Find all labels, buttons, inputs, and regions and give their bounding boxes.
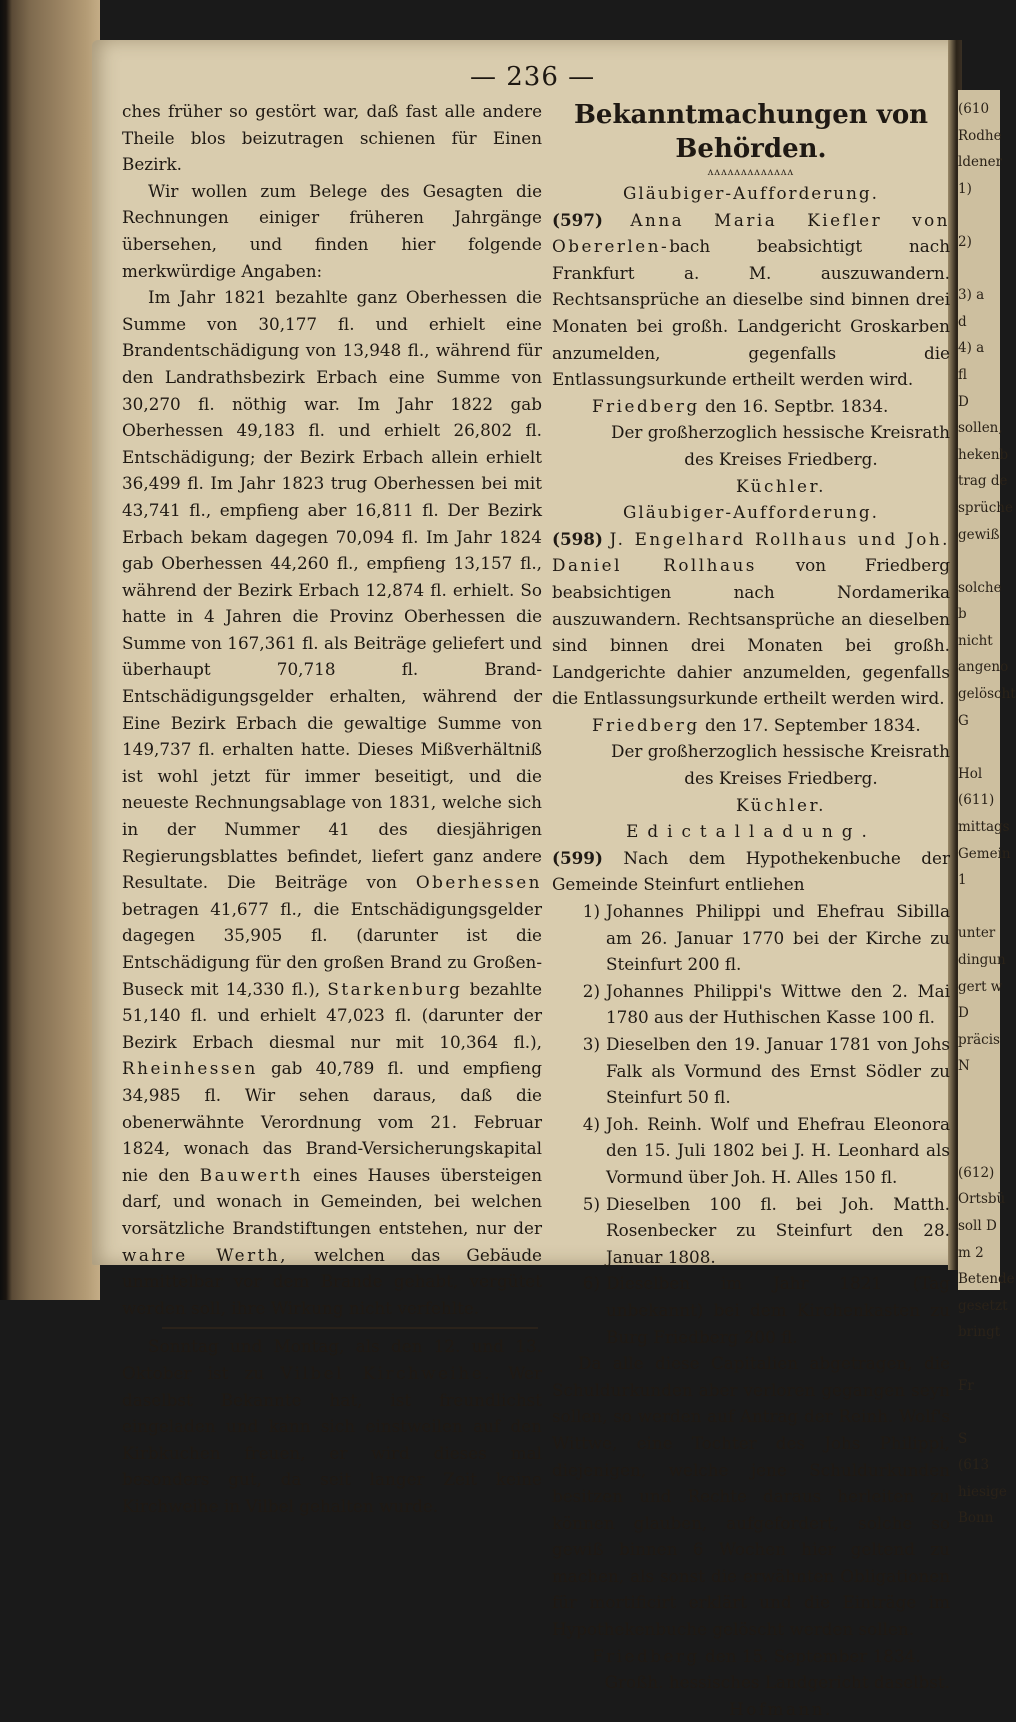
notice-599-number: (599) xyxy=(552,847,603,868)
notice-598-subhead: Gläubiger-Aufforderung. xyxy=(623,502,879,523)
facing-page-line: Fr xyxy=(958,1377,974,1394)
notice-599-place: Friedberg xyxy=(592,1645,700,1666)
statistics-text-b: betragen 41,677 fl., die Entschädigungsgelder dagegen 35,905 fl. (darunter ist die Entschädigung für den großen Brand zu Großen-Buseck mit 14,330 fl.), xyxy=(122,898,542,999)
notice-599-signer: Hofmann. xyxy=(729,1698,833,1719)
facing-page-line: (613 xyxy=(958,1457,990,1474)
spaced-wahre-werth: wahre Werth, xyxy=(122,1244,288,1265)
facing-page-line xyxy=(958,1133,1000,1160)
facing-page-line: gert w xyxy=(958,978,1003,995)
notice-597-body xyxy=(552,207,950,393)
notice-598-signature-2: des Kreises Friedberg. xyxy=(684,768,878,789)
facing-page-line xyxy=(958,256,1000,283)
facing-page-line: bringt xyxy=(958,1324,1001,1341)
kirchweihe-text-a: Sonntag und Montag, als den 12. und 13. Oktober ist zu xyxy=(122,1336,542,1383)
notice-597-signature-2: des Kreises Friedberg. xyxy=(684,448,878,469)
left-column xyxy=(122,98,542,1519)
facing-page-line: ldener xyxy=(958,154,1003,171)
facing-page-line xyxy=(958,1080,1000,1107)
facing-page-line xyxy=(958,1399,1000,1426)
spaced-oberhessen: Oberhessen xyxy=(415,872,542,893)
facing-page-line: m 2 xyxy=(958,1244,984,1261)
statistics-text-e: eines Hauses übersteigen darf, und wonach in Gemeinden, bei welchen vorsätzliche Brandstiftungen entstehen, nur der xyxy=(122,1164,543,1238)
notice-597-subhead: Gläubiger-Aufforderung. xyxy=(623,183,879,203)
notice-597-text: bach beabsichtigt nach Frankfurt a. M. auszuwandern. Rechtsansprüche an dieselbe sind binnen drei Monaten bei großh. Landgericht Groskarben anzumelden, gegenfalls die Entlassungsurkunde ertheilt werden wird. xyxy=(552,236,950,390)
notice-599-intro xyxy=(552,845,950,898)
notice-598-signer: Küchler. xyxy=(736,794,826,815)
list-item xyxy=(552,898,950,978)
facing-page-line: D xyxy=(958,1005,969,1022)
facing-page-line: mittags xyxy=(958,819,1010,836)
facing-page-line: gelöscht xyxy=(958,686,1016,703)
paragraph-continuation: ches früher so gestört war, daß fast alle andere Theile blos beizutragen schienen für Einen Bezirk. xyxy=(122,101,542,175)
facing-page-line: b xyxy=(958,606,967,623)
facing-page-line: angeno xyxy=(958,659,1009,676)
facing-page-line: fl xyxy=(958,366,968,383)
notice-598-text: von Friedberg beabsichtigen nach Nordamerika auszuwandern. Rechtsansprüche an dieselben sind binnen drei Monaten bei großh. Landgerichte dahier anzumelden, gegenfalls die Entlassungsurkunde ertheilt werden wird. xyxy=(552,555,950,709)
spaced-starkenburg: Starkenburg xyxy=(327,978,463,999)
notice-597-signer: Küchler. xyxy=(736,475,826,496)
notice-597-signature-1: Der großherzoglich hessische Kreisrath xyxy=(610,422,950,443)
notice-598-body xyxy=(552,526,950,712)
kirchweihe-text-b: Wer daselbst Bekannte hat, ist freundlichst eingeladen und kann sich einstweilen auf den Kirbkuchen freuen, er wird dieses mal besonders gut, da seit langer Zeit keine Kirchweihe in Vilbel gehalten wurde. xyxy=(122,1362,542,1516)
notice-598-place: Friedberg xyxy=(592,714,700,735)
notice-599-date: den 15. September 1834. xyxy=(705,1645,921,1666)
statistics-text-d: gab 40,789 fl. und empfieng 34,985 fl. Wir sehen daraus, daß die obenerwähnte Verordnung vom 21. Februar 1824, wonach das Brand-Versicherungskapital nie den xyxy=(122,1058,542,1185)
facing-page-line: solche xyxy=(958,579,1002,596)
facing-page-line: sprüche xyxy=(958,499,1013,516)
facing-page-line: Betende xyxy=(958,1271,1015,1288)
facing-page-line: 3) a xyxy=(958,287,985,304)
facing-page-line: soll D xyxy=(958,1217,997,1234)
spaced-bauwerth: Bauwerth xyxy=(199,1164,303,1185)
facing-page-line xyxy=(958,894,1000,921)
facing-page-line: gesetzt xyxy=(958,1297,1008,1314)
facing-page-text xyxy=(958,96,1016,1532)
statistics-text-c: bezahlte 51,140 fl. und erhielt 47,023 fl. (darunter der Bezirk Erbach diesmal nur mit 10,364 fl.), xyxy=(122,978,542,1052)
list-item-text: Dieselben den 19. Januar 1781 von Johs Falk als Vormund des Ernst Södler zu Steinfurt 50 fl. xyxy=(606,1034,950,1108)
statistics-text-a: Im Jahr 1821 bezahlte ganz Oberhessen die Summe von 30,177 fl. und erhielt eine Brandentschädigung von 13,948 fl., während für den Landrathsbezirk Erbach eine Summe von 30,270 fl. nöthig war. Im Jahr 1822 gab Oberhessen 49,183 fl. und erhielt 26,802 fl. Entschädigung; der Bezirk Erbach allein erhielt 36,499 fl. Im Jahr 1823 trug Oberhessen bei mit 43,741 fl., empfieng aber 16,811 fl. Der Bezirk Erbach bekam dagegen 70,094 fl. Im Jahr 1824 gab Oberhessen 44,260 fl., empfieng 13,157 fl., während der Bezirk Erbach 12,874 fl. erhielt. So hatte in 4 Jahren die Provinz Oberhessen die Summe von 167,361 fl. als Beiträge geliefert und überhaupt 70,718 fl. Brand-Entschädigungsgelder erhalten, während der Eine Bezirk Erbach die gewaltige Summe von 149,737 fl. erhalten hatte. Dieses Mißverhältniß ist wohl jetzt für immer beseitigt, und die neueste Rechnungsablage von 1831, welche sich in der Nummer 41 des diesjährigen Regierungsblattes befindet, liefert ganz andere Resultate. Die Beiträge von xyxy=(122,287,542,893)
facing-page-line: d xyxy=(958,313,967,330)
facing-page-line: 2) xyxy=(958,233,972,250)
facing-page-line: Bonn xyxy=(958,1510,994,1527)
notice-599-dateline xyxy=(552,1643,950,1670)
spaced-rheinhessen: Rheinhessen xyxy=(122,1058,258,1079)
facing-page-line xyxy=(958,1107,1000,1134)
facing-page-line: 1) xyxy=(958,180,972,197)
notice-599-closing: Da alle diese Capitalien abgetragen, die Schuldurkunden aber verloren gegangen seyn sollen, so werden auf Antrag der Reinh. Wolf's Wittwe, eine Tochter des Johs Philippi, diejenigen, welche jene Schuldurkunden besitzen und Rechte daraus herleiten zu können glauben, aufgefordert, solche so gewiß binnen 6 Wochen hier geltend zu machen, als sonst die erwähnten Obligationen für mortificirt erklärt und die Einträge im Hypothekenbuche gelöscht werden sollen. xyxy=(552,1353,950,1640)
list-item-number: 2) xyxy=(582,980,600,1001)
facing-page-line: nicht xyxy=(958,632,993,649)
facing-page-line: G xyxy=(958,712,969,729)
heading-ornament: ʌʌʌʌʌʌʌʌʌʌʌʌʌ xyxy=(707,167,795,178)
list-item-text: Dieselben 100 fl. bei Joh. Matth. Rosenbecker zu Steinfurt den 28. Januar 1808. xyxy=(606,1193,950,1267)
notice-599-signature: Großh. hessisches Landgericht daselbst. xyxy=(604,1672,950,1693)
notice-597-place: Friedberg xyxy=(592,395,700,416)
kirchweihe-spaced: Vilbel Kirchweihe. xyxy=(280,1362,492,1383)
facing-page-line: präcis xyxy=(958,1031,1000,1048)
list-item xyxy=(552,1031,950,1111)
notice-599-subhead: Edictalladung. xyxy=(626,821,876,842)
list-item-number: 5) xyxy=(582,1193,600,1214)
facing-page-line: D xyxy=(958,393,969,410)
paragraph-intro: Wir wollen zum Belege des Gesagten die Rechnungen einiger früheren Jahrgänge übersehen, und finden hier folgende merkwürdige Angaben: xyxy=(122,180,542,281)
notice-597-name: Anna Maria Kiefler von Obererlen- xyxy=(552,209,950,257)
notice-598-number: (598) xyxy=(552,528,603,549)
facing-page-line: hiesige xyxy=(958,1483,1007,1500)
notice-598-date: den 17. September 1834. xyxy=(705,714,921,735)
list-item-number: 1) xyxy=(582,901,600,922)
list-item xyxy=(552,1270,950,1350)
kirchweihe-notice xyxy=(122,1333,542,1519)
book-edge xyxy=(0,0,100,1300)
facing-page-line: sollen, xyxy=(958,420,1003,437)
facing-page-line xyxy=(958,202,1000,229)
list-item-number: 3) xyxy=(582,1034,600,1054)
list-item xyxy=(552,978,950,1031)
facing-page-line: Rodhe xyxy=(958,127,1002,144)
notice-597-number: (597) xyxy=(552,209,603,230)
notice-597-date: den 16. Septbr. 1834. xyxy=(705,395,889,416)
facing-page-line: gewiß xyxy=(958,526,1000,543)
paragraph-statistics xyxy=(122,284,542,1321)
list-item-number: 4) xyxy=(582,1113,600,1134)
facing-page-line: (612) xyxy=(958,1164,995,1181)
list-item-number: 6) xyxy=(582,1273,600,1294)
section-heading: Bekanntmachungen von Behörden. xyxy=(573,100,929,164)
facing-page-line: Hol xyxy=(958,765,983,782)
facing-page-line: 4) a xyxy=(958,340,985,357)
facing-page-line: S xyxy=(958,1430,968,1447)
facing-page-line xyxy=(958,734,1000,761)
notice-598-dateline xyxy=(552,712,950,739)
facing-page-line: dingun xyxy=(958,952,1006,968)
notice-598-signature-1: Der großherzoglich hessische Kreisrath xyxy=(610,741,950,762)
list-item xyxy=(552,1111,950,1191)
list-item-text: Joh. Reinh. Wolf und Ehefrau Eleonora den 15. Juli 1802 bei J. H. Leonhard als Vormund über Joh. H. Alles 150 fl. xyxy=(606,1113,950,1187)
right-column xyxy=(552,98,950,1722)
page-number: — 236 — xyxy=(470,62,596,92)
facing-page-line: (611) xyxy=(958,792,995,809)
facing-page-line: N xyxy=(958,1058,970,1075)
facing-page-line: hekenb xyxy=(958,446,1009,463)
notice-597-dateline xyxy=(552,393,950,420)
notice-598-name: J. Engelhard Rollhaus und Joh. Daniel Rollhaus xyxy=(552,528,950,576)
facing-page-line: Ortsbü xyxy=(958,1191,1006,1208)
facing-page-line: trag de xyxy=(958,473,1008,490)
facing-page-line xyxy=(958,1346,1000,1373)
facing-page-line: unter xyxy=(958,925,996,942)
facing-page-line xyxy=(958,548,1000,575)
list-item-text: Johannes Philippi's Wittwe den 2. Mai 1780 aus der Huthischen Kasse 100 fl. xyxy=(606,980,950,1028)
notice-599-intro-text: Nach dem Hypothekenbuche der Gemeinde Steinfurt entliehen xyxy=(552,847,950,895)
list-item xyxy=(552,1191,950,1271)
facing-page-line: (610 xyxy=(958,101,990,117)
list-item-text: Dieselben im Jahr 1821 (Tag unbekannt) bei dem Kirchenkasten zu Burg Friedberg 200 fl. xyxy=(606,1273,950,1347)
section-divider xyxy=(162,1327,538,1329)
facing-page-line: 1 xyxy=(958,872,967,889)
list-item-text: Johannes Philippi und Ehefrau Sibilla am 26. Januar 1770 bei der Kirche zu Steinfurt 200 fl. xyxy=(606,901,950,975)
facing-page-line: Gemein xyxy=(958,845,1011,862)
notice-599-items xyxy=(552,898,950,1350)
statistics-text-f: welchen das Gebäude unmittelbar vor dem Brande gehabt, vergütet werden soll, ihre Wirkung nicht verfehlte. xyxy=(122,1244,542,1318)
